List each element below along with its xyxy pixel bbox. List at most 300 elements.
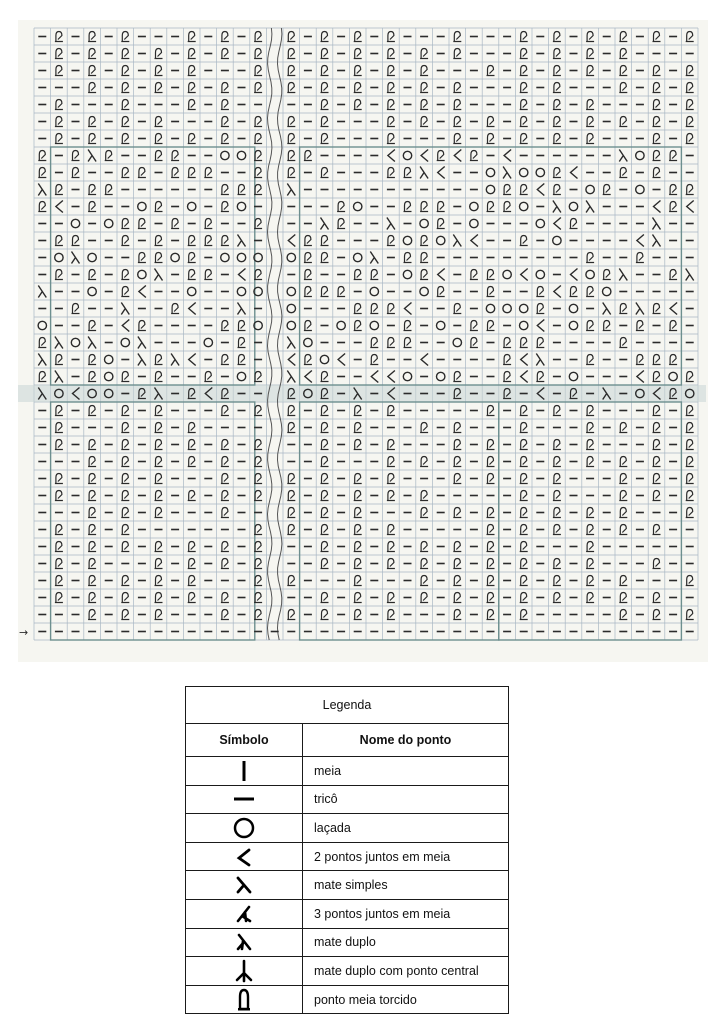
stitch-meia-torcido	[254, 406, 262, 416]
stitch-meia-torcido	[487, 525, 495, 535]
stitch-meia-torcido	[155, 542, 163, 552]
stitch-meia-torcido	[619, 576, 627, 586]
stitch-meia-torcido	[653, 406, 661, 416]
stitch-meia-torcido	[686, 185, 694, 195]
stitch-meia-torcido	[354, 440, 362, 450]
stitch-meia-torcido	[55, 49, 63, 59]
legend-label: 2 pontos juntos em meia	[303, 842, 509, 871]
stitch-meia-torcido	[55, 525, 63, 535]
stitch-lacada	[437, 236, 445, 244]
stitch-meia-torcido	[254, 66, 262, 76]
stitch-meia-torcido	[321, 287, 329, 297]
stitch-meia-torcido	[420, 559, 428, 569]
stitch-meia-torcido	[387, 457, 395, 467]
stitch-lacada	[553, 236, 561, 244]
stitch-lacada	[370, 321, 378, 329]
stitch-meia-torcido	[38, 372, 46, 382]
stitch-meia-torcido	[520, 134, 528, 144]
stitch-meia-torcido	[586, 457, 594, 467]
stitch-meia-torcido	[121, 134, 129, 144]
stitch-2-juntos	[189, 303, 196, 315]
stitch-mate-simples	[536, 354, 544, 366]
stitch-mate-simples	[553, 201, 561, 213]
stitch-meia-torcido	[55, 134, 63, 144]
stitch-2-juntos	[388, 150, 395, 162]
stitch-meia-torcido	[72, 236, 80, 246]
stitch-mate-simples	[636, 303, 644, 315]
stitch-meia-torcido	[254, 49, 262, 59]
stitch-meia-torcido	[121, 219, 129, 229]
stitch-lacada	[636, 185, 644, 193]
stitch-meia-torcido	[420, 593, 428, 603]
stitch-meia-torcido	[221, 32, 229, 42]
stitch-meia-torcido	[188, 593, 196, 603]
stitch-meia-torcido	[204, 236, 212, 246]
stitch-meia-torcido	[686, 32, 694, 42]
stitch-meia-torcido	[487, 134, 495, 144]
stitch-meia-torcido	[188, 32, 196, 42]
stitch-meia-torcido	[553, 185, 561, 195]
stitch-meia-torcido	[553, 474, 561, 484]
stitch-meia-torcido	[55, 491, 63, 501]
stitch-meia-torcido	[586, 32, 594, 42]
stitch-meia-torcido	[88, 321, 96, 331]
stitch-meia-torcido	[88, 185, 96, 195]
stitch-meia-torcido	[420, 423, 428, 433]
stitch-meia-torcido	[553, 491, 561, 501]
legend-row	[186, 871, 509, 900]
stitch-meia-torcido	[72, 168, 80, 178]
stitch-meia-torcido	[287, 576, 295, 586]
stitch-meia-torcido	[387, 49, 395, 59]
stitch-meia-torcido	[304, 321, 312, 331]
stitch-2-juntos	[438, 167, 445, 179]
stitch-lacada	[221, 151, 229, 159]
stitch-meia-torcido	[88, 32, 96, 42]
stitch-meia-torcido	[55, 423, 63, 433]
stitch-meia-torcido	[520, 474, 528, 484]
stitch-meia-torcido	[404, 253, 412, 263]
stitch-meia-torcido	[55, 576, 63, 586]
stitch-mate-simples	[88, 337, 96, 349]
legend-table	[185, 686, 509, 1014]
stitch-meia-torcido	[586, 321, 594, 331]
stitch-meia-torcido	[586, 253, 594, 263]
stitch-lacada	[470, 219, 478, 227]
stitch-2-juntos	[670, 303, 677, 315]
stitch-meia-torcido	[420, 508, 428, 518]
stitch-meia-torcido	[121, 100, 129, 110]
stitch-meia-torcido	[88, 134, 96, 144]
stitch-meia-torcido	[138, 253, 146, 263]
stitch-meia-torcido	[387, 440, 395, 450]
stitch-meia-torcido	[287, 49, 295, 59]
stitch-meia-torcido	[420, 117, 428, 127]
stitch-meia-torcido	[254, 117, 262, 127]
stitch-lacada	[586, 270, 594, 278]
stitch-meia-torcido	[553, 559, 561, 569]
stitch-lacada	[403, 372, 411, 380]
stitch-meia-torcido	[653, 593, 661, 603]
stitch-meia-torcido	[321, 525, 329, 535]
stitch-meia-torcido	[387, 474, 395, 484]
stitch-meia-torcido	[520, 593, 528, 603]
stitch-meia-torcido	[254, 168, 262, 178]
stitch-meia-torcido	[121, 508, 129, 518]
stitch-meia-torcido	[155, 49, 163, 59]
stitch-meia-torcido	[387, 32, 395, 42]
stitch-meia-torcido	[404, 321, 412, 331]
stitch-lacada	[536, 168, 544, 176]
stitch-meia-torcido	[553, 100, 561, 110]
stitch-meia-torcido	[387, 83, 395, 93]
stitch-meia-torcido	[387, 134, 395, 144]
legend-label: ponto meia torcido	[303, 985, 509, 1014]
knitting-chart	[18, 20, 708, 662]
stitch-meia-torcido	[487, 270, 495, 280]
stitch-meia-torcido	[520, 185, 528, 195]
stitch-meia-torcido	[354, 508, 362, 518]
stitch-meia-torcido	[387, 100, 395, 110]
stitch-meia-torcido	[503, 202, 511, 212]
stitch-meia-torcido	[354, 83, 362, 93]
stitch-meia-torcido	[487, 440, 495, 450]
stitch-meia-torcido	[221, 321, 229, 331]
legend-label: tricô	[303, 785, 509, 814]
stitch-lacada	[188, 202, 196, 210]
stitch-meia-torcido	[254, 559, 262, 569]
stitch-2-juntos	[305, 371, 312, 383]
stitch-meia-torcido	[88, 117, 96, 127]
stitch-meia-torcido	[669, 321, 677, 331]
stitch-meia-torcido	[520, 559, 528, 569]
stitch-meia-torcido	[453, 440, 461, 450]
stitch-meia-torcido	[586, 593, 594, 603]
stitch-meia-torcido	[221, 185, 229, 195]
stitch-meia-torcido	[337, 287, 345, 297]
stitch-meia-torcido	[121, 406, 129, 416]
stitch-meia-torcido	[520, 66, 528, 76]
stitch-meia-torcido	[321, 134, 329, 144]
stitch-meia-torcido	[570, 219, 578, 229]
stitch-meia-torcido	[520, 525, 528, 535]
stitch-meia-torcido	[404, 168, 412, 178]
stitch-meia-torcido	[619, 525, 627, 535]
stitch-meia-torcido	[337, 219, 345, 229]
stitch-meia-torcido	[121, 372, 129, 382]
stitch-meia-torcido	[38, 338, 46, 348]
stitch-lacada	[486, 185, 494, 193]
stitch-lacada	[420, 287, 428, 295]
stitch-meia-torcido	[121, 440, 129, 450]
stitch-lacada	[71, 338, 79, 346]
stitch-mate-simples	[121, 303, 129, 315]
stitch-lacada	[38, 321, 46, 329]
stitch-lacada	[486, 168, 494, 176]
legend-row	[186, 985, 509, 1014]
stitch-meia-torcido	[487, 559, 495, 569]
stitch-lacada	[403, 151, 411, 159]
mate-duplo-central-icon	[233, 959, 255, 983]
stitch-meia-torcido	[653, 559, 661, 569]
stitch-meia-torcido	[354, 542, 362, 552]
stitch-mate-simples	[38, 286, 46, 298]
legend-row	[186, 957, 509, 986]
stitch-meia-torcido	[453, 508, 461, 518]
stitch-meia-torcido	[287, 525, 295, 535]
stitch-mate-simples	[370, 252, 378, 264]
stitch-meia-torcido	[420, 253, 428, 263]
stitch-meia-torcido	[619, 304, 627, 314]
legend-label: mate simples	[303, 871, 509, 900]
stitch-meia-torcido	[254, 610, 262, 620]
stitch-meia-torcido	[686, 372, 694, 382]
legend-row	[186, 928, 509, 957]
stitch-meia-torcido	[171, 219, 179, 229]
column-header-symbol: Símbolo	[186, 724, 303, 757]
stitch-lacada	[138, 202, 146, 210]
stitch-meia-torcido	[155, 406, 163, 416]
stitch-2-juntos	[288, 354, 295, 366]
stitch-2-juntos	[637, 371, 644, 383]
stitch-meia-torcido	[254, 576, 262, 586]
legend-label: meia	[303, 757, 509, 786]
stitch-meia-torcido	[653, 440, 661, 450]
stitch-lacada	[569, 372, 577, 380]
stitch-meia-torcido	[88, 440, 96, 450]
stitch-mate-simples	[453, 235, 461, 247]
stitch-meia-torcido	[88, 66, 96, 76]
stitch-lacada	[520, 321, 528, 329]
stitch-meia-torcido	[321, 117, 329, 127]
stitch-meia-torcido	[603, 185, 611, 195]
stitch-meia-torcido	[520, 440, 528, 450]
stitch-meia-torcido	[321, 457, 329, 467]
stitch-lacada	[569, 304, 577, 312]
stitch-meia-torcido	[188, 542, 196, 552]
stitch-meia-torcido	[653, 474, 661, 484]
stitch-meia-torcido	[536, 372, 544, 382]
stitch-meia-torcido	[453, 542, 461, 552]
stitch-mate-simples	[503, 167, 511, 179]
stitch-meia-torcido	[254, 440, 262, 450]
stitch-meia-torcido	[155, 66, 163, 76]
stitch-meia-torcido	[387, 168, 395, 178]
stitch-meia-torcido	[88, 559, 96, 569]
stitch-meia-torcido	[221, 457, 229, 467]
stitch-2-juntos	[521, 269, 528, 281]
stitch-mate-simples	[619, 150, 627, 162]
stitch-meia-torcido	[553, 32, 561, 42]
stitch-lacada	[603, 287, 611, 295]
stitch-mate-simples	[686, 269, 694, 281]
stitch-meia-torcido	[221, 355, 229, 365]
stitch-2-juntos	[56, 201, 63, 213]
stitch-meia-torcido	[188, 83, 196, 93]
stitch-meia-torcido	[321, 423, 329, 433]
stitch-meia-torcido	[520, 83, 528, 93]
stitch-lacada	[287, 304, 295, 312]
stitch-meia-torcido	[686, 610, 694, 620]
stitch-meia-torcido	[221, 100, 229, 110]
stitch-meia-torcido	[55, 32, 63, 42]
stitch-meia-torcido	[221, 440, 229, 450]
stitch-mate-simples	[138, 354, 146, 366]
stitch-meia-torcido	[354, 491, 362, 501]
stitch-meia-torcido	[38, 202, 46, 212]
stitch-meia-torcido	[55, 185, 63, 195]
stitch-meia-torcido	[586, 117, 594, 127]
stitch-meia-torcido	[88, 202, 96, 212]
stitch-meia-torcido	[287, 83, 295, 93]
stitch-meia-torcido	[553, 117, 561, 127]
stitch-meia-torcido	[188, 423, 196, 433]
stitch-meia-torcido	[686, 100, 694, 110]
stitch-lacada	[503, 270, 511, 278]
stitch-meia-torcido	[553, 406, 561, 416]
stitch-meia-torcido	[453, 423, 461, 433]
stitch-meia-torcido	[321, 474, 329, 484]
stitch-meia-torcido	[88, 525, 96, 535]
stitch-meia-torcido	[287, 423, 295, 433]
stitch-meia-torcido	[520, 423, 528, 433]
stitch-meia-torcido	[287, 168, 295, 178]
stitch-meia-torcido	[304, 270, 312, 280]
stitch-meia-torcido	[619, 508, 627, 518]
stitch-mate-simples	[387, 218, 395, 230]
stitch-meia-torcido	[287, 134, 295, 144]
stitch-meia-torcido	[204, 219, 212, 229]
stitch-meia-torcido	[453, 593, 461, 603]
stitch-meia-torcido	[653, 491, 661, 501]
stitch-meia-torcido	[287, 474, 295, 484]
stitch-meia-torcido	[238, 321, 246, 331]
stitch-meia-torcido	[354, 49, 362, 59]
legend-label: laçada	[303, 814, 509, 843]
stitch-2-juntos	[421, 354, 428, 366]
stitch-meia-torcido	[121, 491, 129, 501]
stitch-meia-torcido	[321, 253, 329, 263]
stitch-meia-torcido	[553, 168, 561, 178]
stitch-2-juntos	[189, 354, 196, 366]
stitch-2-juntos	[654, 201, 661, 213]
meia-vertical-bar-icon	[234, 760, 254, 782]
stitch-meia-torcido	[586, 49, 594, 59]
stitch-meia-torcido	[155, 134, 163, 144]
row-marker-arrow: →	[19, 626, 29, 639]
stitch-meia-torcido	[188, 270, 196, 280]
stitch-meia-torcido	[88, 593, 96, 603]
stitch-meia-torcido	[653, 168, 661, 178]
stitch-lacada	[486, 304, 494, 312]
stitch-meia-torcido	[420, 542, 428, 552]
stitch-mate-simples	[653, 235, 661, 247]
stitch-meia-torcido	[304, 236, 312, 246]
stitch-meia-torcido	[138, 219, 146, 229]
stitch-meia-torcido	[603, 321, 611, 331]
stitch-meia-torcido	[88, 49, 96, 59]
stitch-lacada	[287, 253, 295, 261]
stitch-meia-torcido	[619, 49, 627, 59]
stitch-meia-torcido	[321, 559, 329, 569]
stitch-meia-torcido	[55, 559, 63, 569]
stitch-meia-torcido	[121, 49, 129, 59]
stitch-meia-torcido	[586, 287, 594, 297]
stitch-meia-torcido	[487, 474, 495, 484]
stitch-meia-torcido	[370, 270, 378, 280]
stitch-meia-torcido	[155, 236, 163, 246]
stitch-meia-torcido	[221, 202, 229, 212]
stitch-meia-torcido	[121, 83, 129, 93]
stitch-meia-torcido	[669, 185, 677, 195]
stitch-meia-torcido	[453, 610, 461, 620]
stitch-meia-torcido	[636, 321, 644, 331]
stitch-meia-torcido	[487, 321, 495, 331]
stitch-meia-torcido	[188, 49, 196, 59]
stitch-meia-torcido	[188, 457, 196, 467]
stitch-meia-torcido	[553, 457, 561, 467]
stitch-meia-torcido	[520, 338, 528, 348]
stitch-2-juntos	[571, 269, 578, 281]
stitch-meia-torcido	[88, 457, 96, 467]
stitch-meia-torcido	[354, 100, 362, 110]
stitch-meia-torcido	[204, 168, 212, 178]
stitch-lacada	[88, 287, 96, 295]
stitch-meia-torcido	[321, 83, 329, 93]
stitch-meia-torcido	[287, 151, 295, 161]
stitch-meia-torcido	[221, 491, 229, 501]
stitch-meia-torcido	[221, 593, 229, 603]
stitch-meia-torcido	[686, 423, 694, 433]
stitch-mate-simples	[138, 337, 146, 349]
stitch-meia-torcido	[603, 270, 611, 280]
stitch-lacada	[221, 253, 229, 261]
stitch-2-juntos	[421, 150, 428, 162]
stitch-meia-torcido	[553, 49, 561, 59]
stitch-lacada	[320, 355, 328, 363]
stitch-lacada	[503, 304, 511, 312]
stitch-meia-torcido	[503, 338, 511, 348]
stitch-meia-torcido	[370, 338, 378, 348]
stitch-meia-torcido	[420, 491, 428, 501]
stitch-lacada	[586, 185, 594, 193]
stitch-meia-torcido	[387, 117, 395, 127]
stitch-meia-torcido	[204, 270, 212, 280]
stitch-meia-torcido	[254, 134, 262, 144]
stitch-meia-torcido	[354, 593, 362, 603]
stitch-meia-torcido	[669, 270, 677, 280]
stitch-meia-torcido	[536, 304, 544, 314]
stitch-meia-torcido	[653, 355, 661, 365]
stitch-meia-torcido	[437, 219, 445, 229]
stitch-meia-torcido	[188, 66, 196, 76]
stitch-meia-torcido	[121, 270, 129, 280]
stitch-2-juntos	[554, 218, 561, 230]
stitch-meia-torcido	[619, 168, 627, 178]
stitch-meia-torcido	[354, 474, 362, 484]
stitch-meia-torcido	[88, 406, 96, 416]
stitch-meia-torcido	[221, 474, 229, 484]
stitch-meia-torcido	[188, 440, 196, 450]
stitch-meia-torcido	[121, 32, 129, 42]
three-together-knit-icon	[233, 903, 255, 925]
stitch-mate-simples	[171, 354, 179, 366]
stitch-meia-torcido	[155, 610, 163, 620]
stitch-meia-torcido	[155, 593, 163, 603]
stitch-meia-torcido	[553, 66, 561, 76]
stitch-meia-torcido	[55, 474, 63, 484]
stitch-meia-torcido	[354, 525, 362, 535]
